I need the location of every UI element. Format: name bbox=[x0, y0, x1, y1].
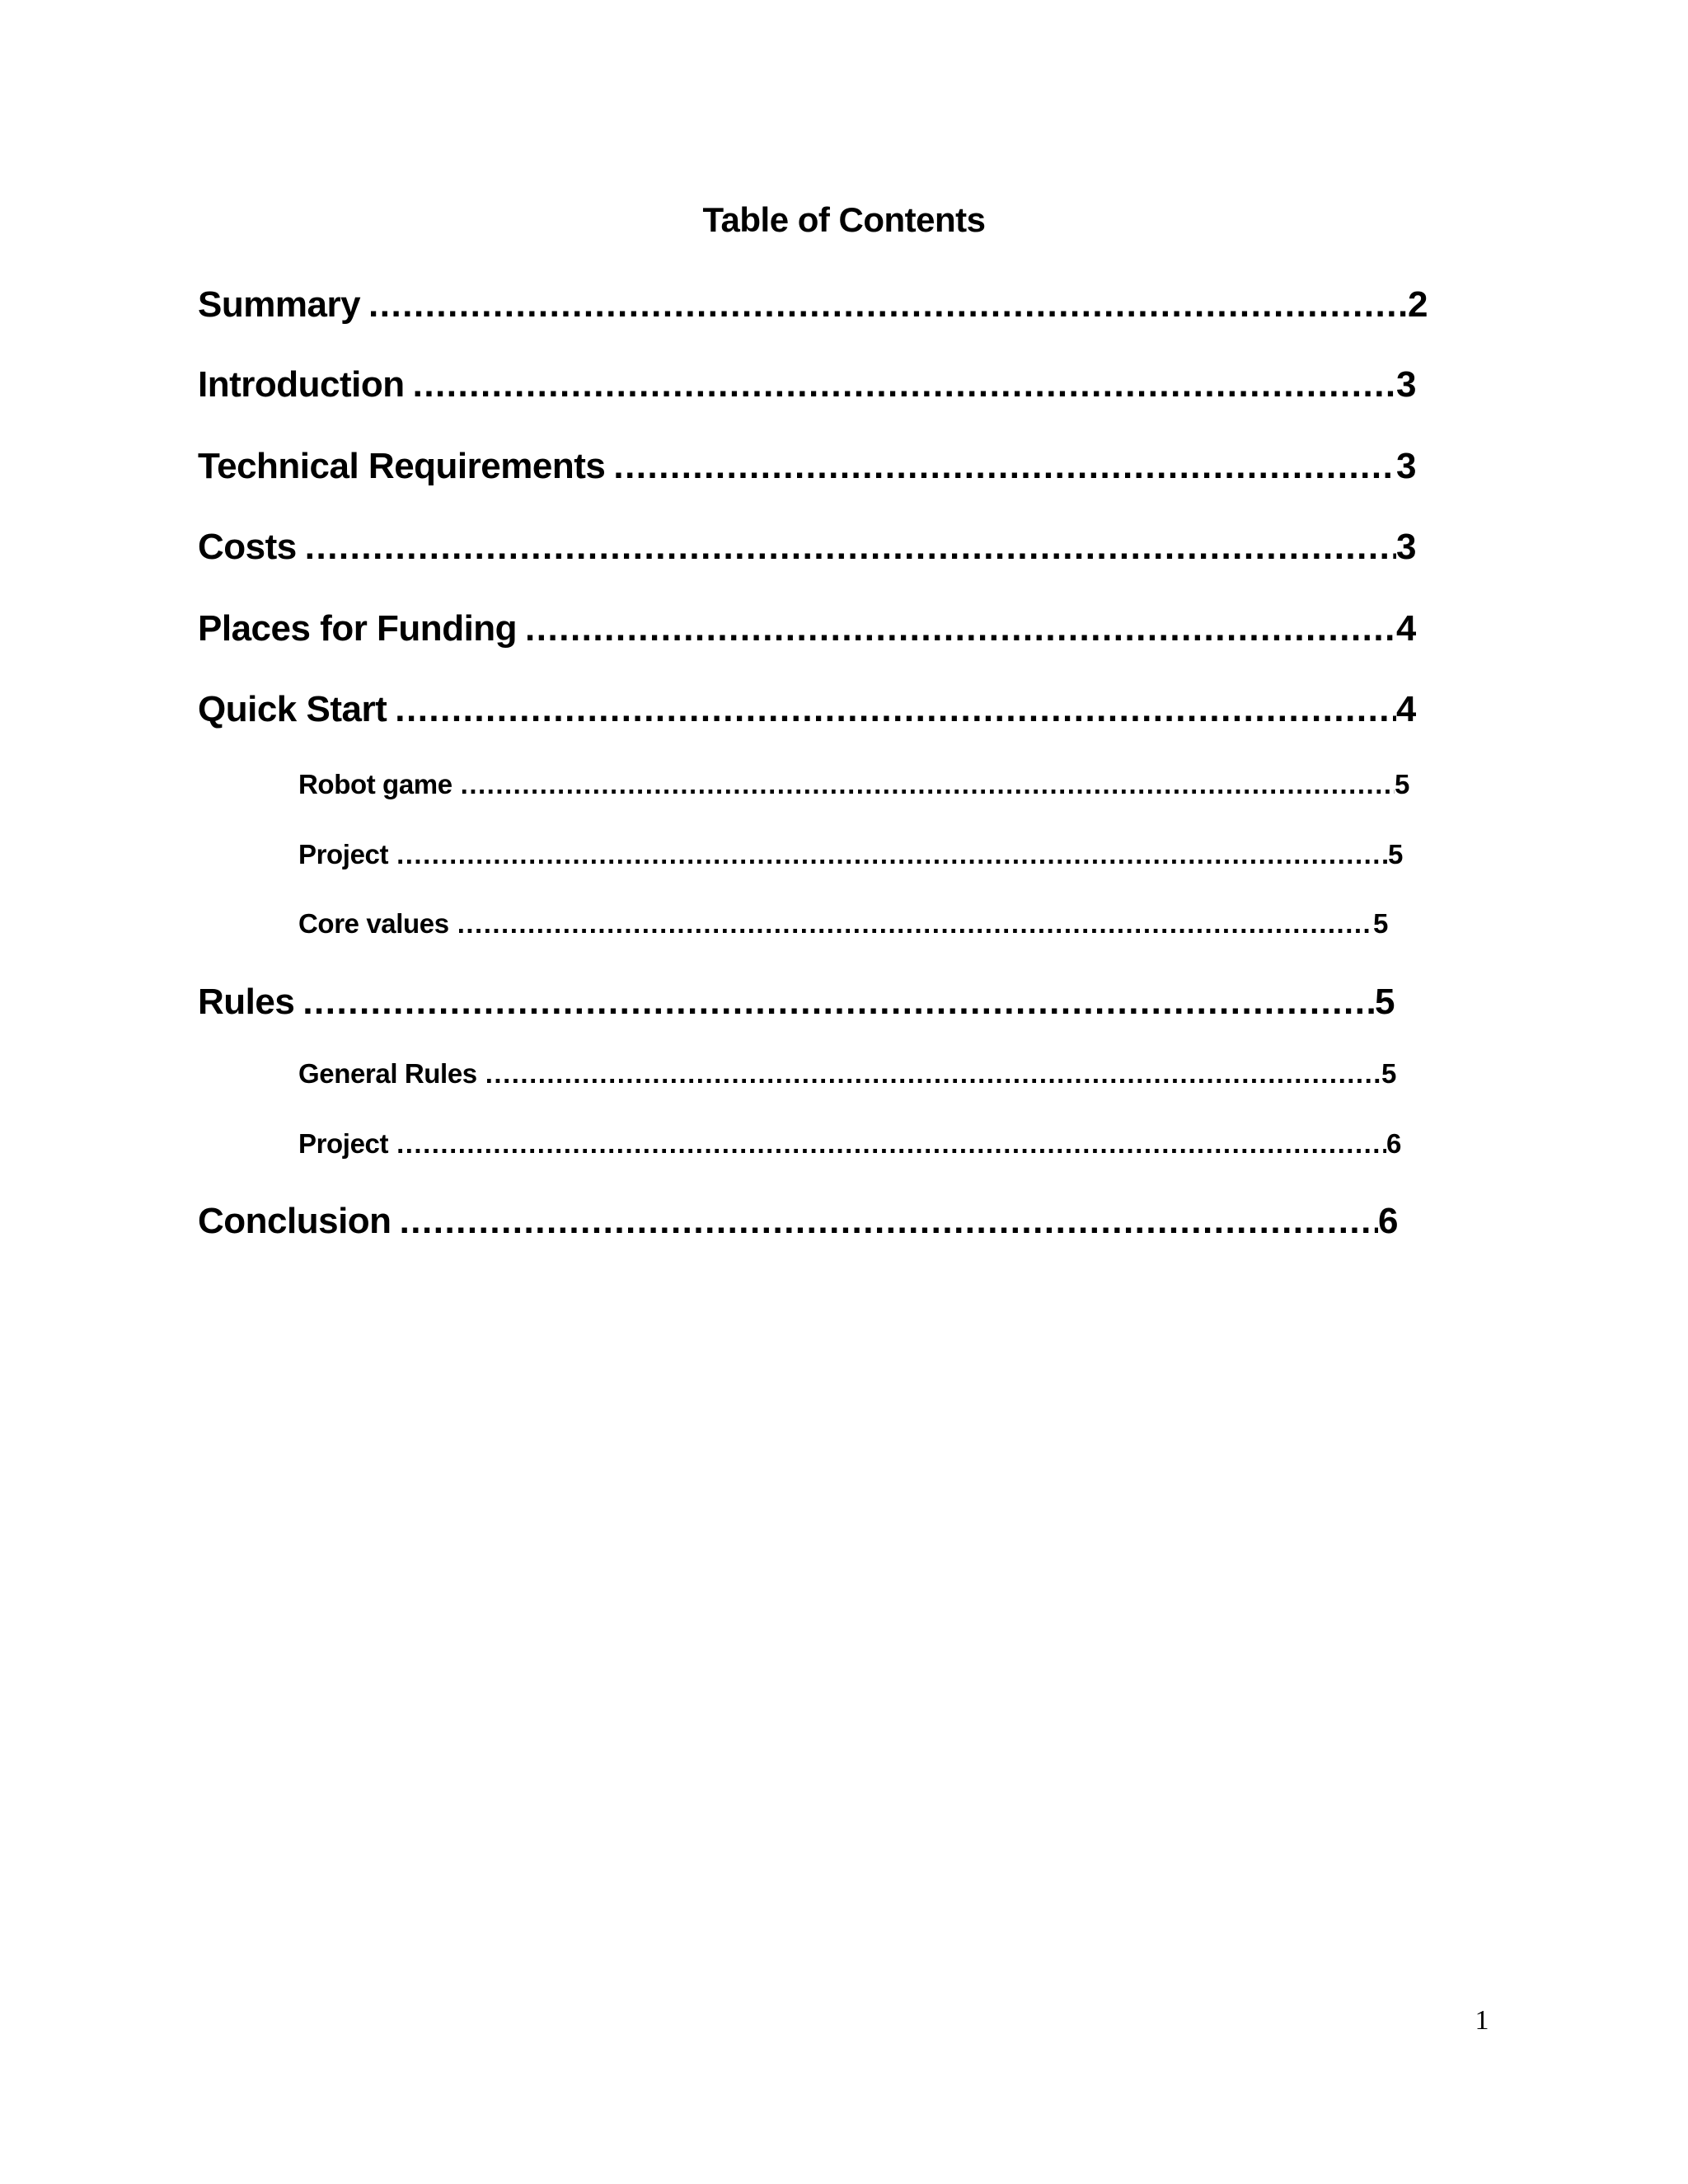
toc-entry-project[interactable] bbox=[298, 837, 1403, 873]
toc-dot-leader bbox=[395, 687, 1396, 733]
toc-entry-label: Technical Requirements bbox=[198, 446, 606, 486]
toc-entry-label: General Rules bbox=[298, 1058, 477, 1089]
toc-entry-label: Conclusion bbox=[198, 1201, 392, 1241]
toc-dot-leader bbox=[461, 766, 1395, 803]
toc-dot-leader bbox=[396, 1126, 1386, 1162]
toc-title: Table of Contents bbox=[702, 200, 986, 239]
toc-entry-label: Core values bbox=[298, 908, 449, 939]
toc-page-number: 3 bbox=[1396, 446, 1416, 486]
toc-page-number: 2 bbox=[1408, 284, 1428, 325]
toc-entry-introduction[interactable] bbox=[198, 362, 1416, 408]
toc-dot-leader bbox=[302, 979, 1375, 1025]
toc-entry-label: Places for Funding bbox=[198, 608, 518, 649]
toc-entry-label: Project bbox=[298, 1128, 389, 1159]
toc-page-number: 4 bbox=[1396, 608, 1416, 649]
toc-page-number: 5 bbox=[1395, 769, 1409, 799]
toc-page-number: 5 bbox=[1375, 982, 1395, 1022]
toc-dot-leader bbox=[525, 606, 1396, 652]
toc-dot-leader bbox=[305, 524, 1396, 570]
toc-entry-rules[interactable] bbox=[198, 979, 1395, 1025]
toc-dot-leader bbox=[396, 837, 1388, 873]
toc-entry-general-rules[interactable] bbox=[298, 1056, 1396, 1092]
toc-dot-leader bbox=[413, 362, 1396, 408]
toc-entry-places-for-funding[interactable] bbox=[198, 606, 1416, 652]
toc-page-number: 3 bbox=[1396, 364, 1416, 405]
toc-page-number: 5 bbox=[1381, 1058, 1396, 1089]
toc-dot-leader bbox=[400, 1198, 1378, 1244]
toc-page-number: 6 bbox=[1386, 1128, 1401, 1159]
toc-entry-label: Project bbox=[298, 839, 389, 869]
toc-entry-label: Introduction bbox=[198, 364, 405, 405]
toc-entry-technical-requirements[interactable] bbox=[198, 443, 1416, 490]
toc-entry-summary[interactable] bbox=[198, 282, 1428, 328]
toc-entry-conclusion[interactable] bbox=[198, 1198, 1398, 1244]
toc-entry-core-values[interactable] bbox=[298, 906, 1388, 942]
toc-dot-leader bbox=[613, 443, 1396, 490]
toc-entry-label: Robot game bbox=[298, 769, 452, 799]
toc-page-number: 5 bbox=[1373, 908, 1388, 939]
toc-entry-costs[interactable] bbox=[198, 524, 1416, 570]
toc-page-number: 4 bbox=[1396, 689, 1416, 729]
toc-dot-leader bbox=[457, 906, 1373, 942]
toc-entry-label: Summary bbox=[198, 284, 361, 325]
toc-entry-robot-game[interactable] bbox=[298, 766, 1409, 803]
toc-page-number: 3 bbox=[1396, 527, 1416, 567]
toc-entry-label: Rules bbox=[198, 982, 295, 1022]
toc-page-number: 5 bbox=[1388, 839, 1403, 869]
toc-dot-leader bbox=[368, 282, 1408, 328]
toc-entry-project-rules[interactable] bbox=[298, 1126, 1401, 1162]
toc-dot-leader bbox=[485, 1056, 1381, 1092]
toc-entry-label: Costs bbox=[198, 527, 297, 567]
toc-entry-label: Quick Start bbox=[198, 689, 387, 729]
toc-entry-quick-start[interactable] bbox=[198, 687, 1416, 733]
page-number: 1 bbox=[1475, 2005, 1489, 2036]
toc-page-number: 6 bbox=[1378, 1201, 1398, 1241]
